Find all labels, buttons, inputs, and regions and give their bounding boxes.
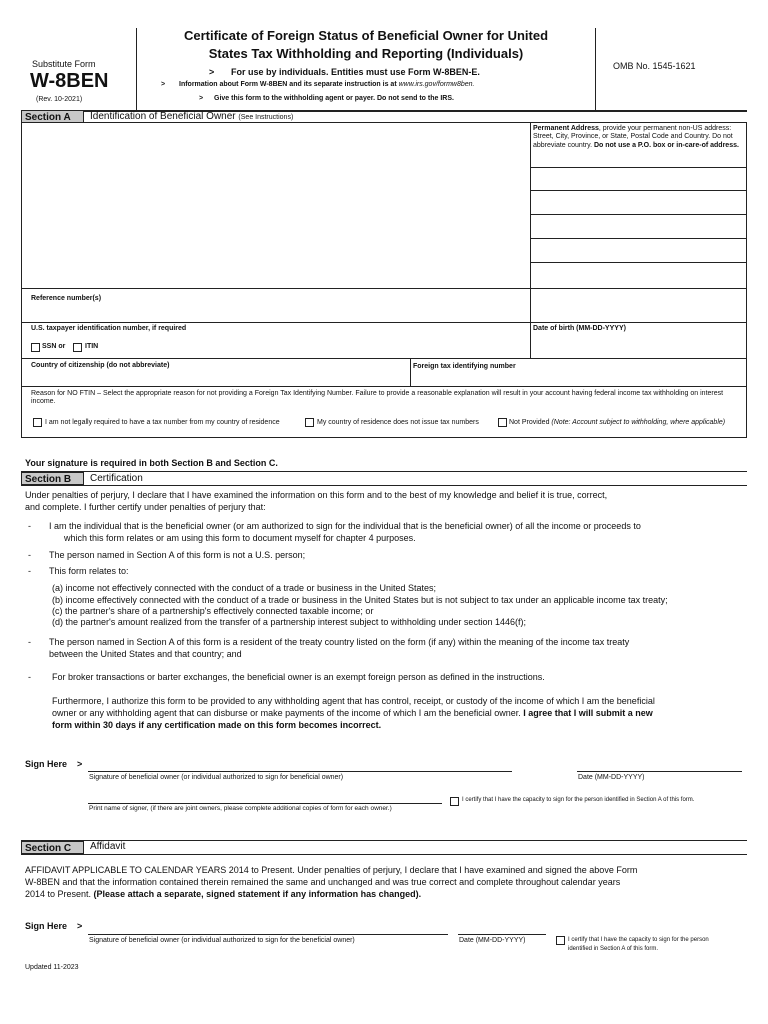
- form-name: W-8BEN: [30, 70, 109, 92]
- section-b-title: Certification: [90, 473, 143, 484]
- sign-here-label: Sign Here: [25, 921, 68, 931]
- signature-date-field[interactable]: [577, 756, 742, 771]
- header-line-individuals: For use by individuals. Entities must use Form W-8BEN-E.: [231, 67, 480, 77]
- itin-label: ITIN: [85, 343, 99, 350]
- bullet-dash: -: [28, 521, 31, 531]
- address-line-2-field[interactable]: [531, 191, 746, 213]
- signature-required-notice: Your signature is required in both Section B and Section C.: [25, 458, 278, 468]
- capacity-label: I certify that I have the capacity to sign for the person identified in Section A of this form.: [462, 797, 695, 803]
- affidavit-text-3: 2014 to Present. (Please attach a separate, signed statement if any information has changed).: [25, 889, 422, 899]
- print-name-field[interactable]: [88, 788, 442, 803]
- form-title-line1: Certificate of Foreign Status of Beneficial Owner for United: [183, 28, 549, 43]
- foreign-tin-label: Foreign tax identifying number: [413, 363, 516, 370]
- no-ftin-reason-text: Reason for NO FTIN – Select the appropriate reason for not providing a Foreign Tax Identifying Number. Failure to provide a reasonable explanation will result in your account having federal income tax withholding on interest income.: [31, 390, 724, 406]
- section-c-title: Affidavit: [90, 841, 126, 852]
- country-no-tax-numbers-checkbox[interactable]: [305, 418, 314, 427]
- affidavit-date-field[interactable]: [458, 919, 546, 934]
- form-title-line2: States Tax Withholding and Reporting (Individuals): [208, 46, 524, 61]
- authorization-text: Furthermore, I authorize this form to be provided to any withholding agent that has control, receipt, or custody of the income of which I am the beneficial: [52, 696, 655, 706]
- certification-item-3c: (c) the partner's share of a partnership's effectively connected taxable income; or: [52, 606, 374, 616]
- affidavit-signature-field[interactable]: [88, 919, 448, 934]
- us-tin-label: U.S. taxpayer identification number, if required: [31, 325, 187, 332]
- not-legally-required-checkbox[interactable]: [33, 418, 42, 427]
- bullet-dash: -: [28, 550, 31, 560]
- bullet-dash: -: [28, 566, 31, 576]
- section-a-title: Identification of Beneficial Owner (See Instructions): [90, 111, 294, 122]
- itin-checkbox[interactable]: [73, 343, 82, 352]
- affidavit-signature-label: Signature of beneficial owner (or individual authorized to sign for the beneficial owner): [89, 937, 355, 944]
- certification-item-3b: (b) income effectively connected with the conduct of a trade or business in the United States but is not subject to tax under an applicable income tax treaty;: [52, 595, 668, 605]
- ssn-label: SSN or: [42, 343, 66, 350]
- not-provided-checkbox[interactable]: [498, 418, 507, 427]
- arrow-icon: >: [161, 81, 166, 88]
- dob-field[interactable]: [531, 335, 746, 357]
- arrow-icon: >: [199, 95, 204, 102]
- certification-item-3: This form relates to:: [49, 566, 129, 576]
- country-citizenship-field[interactable]: [22, 370, 409, 386]
- certification-item-1: I am the individual that is the beneficial owner (or am authorized to sign for the individual that is the beneficial owner) of all the income or proceeds to: [49, 521, 641, 531]
- permanent-address-label: Permanent Address, provide your permanent non-US address: Street, City, Province, or State, Postal Code and Country. Do not abbreviate country. Do not use a P.O. box or in-care-of address.: [533, 125, 739, 149]
- signature-field[interactable]: [88, 756, 512, 771]
- signature-date-label: Date (MM-DD-YYYY): [578, 774, 645, 781]
- affidavit-text: AFFIDAVIT APPLICABLE TO CALENDAR YEARS 2014 to Present. Under penalties of perjury, I declare that I have examined and signed the above Form: [25, 865, 638, 875]
- form-revision: (Rev. 10-2021): [36, 96, 83, 103]
- section-b-tag: Section B: [21, 472, 84, 485]
- affidavit-capacity-label-2: identified in Section A of this form.: [568, 946, 659, 952]
- reference-number-field[interactable]: [22, 304, 530, 322]
- section-a-tag: Section A: [21, 110, 84, 123]
- country-no-tax-numbers-label: My country of residence does not issue tax numbers: [317, 419, 479, 426]
- foreign-tin-field[interactable]: [411, 371, 746, 386]
- name-field[interactable]: [22, 123, 530, 287]
- section-c-tag: Section C: [21, 841, 84, 854]
- print-name-label: Print name of signer, (if there are joint owners, please complete additional copies of form for each owner.): [89, 805, 392, 812]
- bullet-dash: -: [28, 672, 31, 682]
- certification-item-2: The person named in Section A of this form is not a U.S. person;: [49, 550, 306, 560]
- certification-intro: Under penalties of perjury, I declare that I have examined the information on this form and to the best of my knowledge and belief it is true, correct,: [25, 490, 608, 500]
- affidavit-date-label: Date (MM-DD-YYYY): [459, 937, 526, 944]
- bullet-dash: -: [28, 637, 31, 647]
- certification-item-4-cont: between the United States and that country; and: [49, 649, 242, 659]
- not-legally-required-label: I am not legally required to have a tax number from my country of residence: [45, 419, 280, 426]
- certification-item-1-cont: which this form relates or am using this form to document myself for chapter 4 purposes.: [64, 533, 416, 543]
- affidavit-capacity-checkbox[interactable]: [556, 936, 565, 945]
- substitute-form-label: Substitute Form: [32, 59, 96, 69]
- certification-item-4: The person named in Section A of this form is a resident of the treaty country listed on the form (if any) within the meaning of the income tax treaty: [49, 637, 630, 647]
- sign-here-label: Sign Here: [25, 759, 68, 769]
- address-line-1-field[interactable]: [531, 168, 746, 190]
- authorization-text-2: owner or any withholding agent that can disburse or make payments of the income of which I am the beneficial owner. I agree that I will submit a new: [52, 708, 653, 718]
- arrow-icon: >: [209, 67, 215, 77]
- affidavit-capacity-label: I certify that I have the capacity to sign for the person: [568, 937, 709, 943]
- signature-label: Signature of beneficial owner (or individual authorized to sign for beneficial owner): [89, 774, 344, 781]
- authorization-text-3: form within 30 days if any certification made on this form becomes incorrect.: [52, 720, 382, 730]
- address-line-5-field[interactable]: [531, 263, 746, 287]
- header-line-info: Information about Form W-8BEN and its separate instruction is at www.irs.gov/formw8ben.: [179, 81, 475, 88]
- ssn-checkbox[interactable]: [31, 343, 40, 352]
- address-line-4-field[interactable]: [531, 239, 746, 261]
- us-tin-field[interactable]: [120, 335, 520, 355]
- address-line-3-field[interactable]: [531, 215, 746, 237]
- reference-number-label: Reference number(s): [31, 295, 102, 302]
- certification-item-3a: (a) income not effectively connected with the conduct of a trade or business in the United States;: [52, 583, 437, 593]
- omb-number: OMB No. 1545-1621: [613, 61, 696, 71]
- capacity-checkbox[interactable]: [450, 797, 459, 806]
- arrow-icon: >: [77, 921, 83, 931]
- arrow-icon: >: [77, 759, 83, 769]
- header-line-give: Give this form to the withholding agent or payer. Do not send to the IRS.: [214, 95, 454, 102]
- certification-item-5: For broker transactions or barter exchanges, the beneficial owner is an exempt foreign person as defined in the instructions.: [52, 672, 545, 682]
- affidavit-text-2: W-8BEN and that the information contained therein remained the same and unchanged and was true correct and complete throughout calendar years: [25, 877, 621, 887]
- updated-date: Updated 11-2023: [25, 964, 79, 971]
- country-citizenship-label: Country of citizenship (do not abbreviate): [31, 362, 170, 369]
- certification-intro-2: and complete. I further certify under penalties of perjury that:: [25, 502, 266, 512]
- certification-item-3d: (d) the partner's amount realized from the transfer of a partnership interest subject to withholding under section 1446(f);: [52, 617, 526, 627]
- not-provided-label: Not Provided (Note: Account subject to withholding, where applicable): [509, 419, 726, 426]
- dob-label: Date of birth (MM-DD-YYYY): [533, 325, 626, 332]
- irs-url-link[interactable]: www.irs.gov/formw8ben.: [398, 81, 475, 88]
